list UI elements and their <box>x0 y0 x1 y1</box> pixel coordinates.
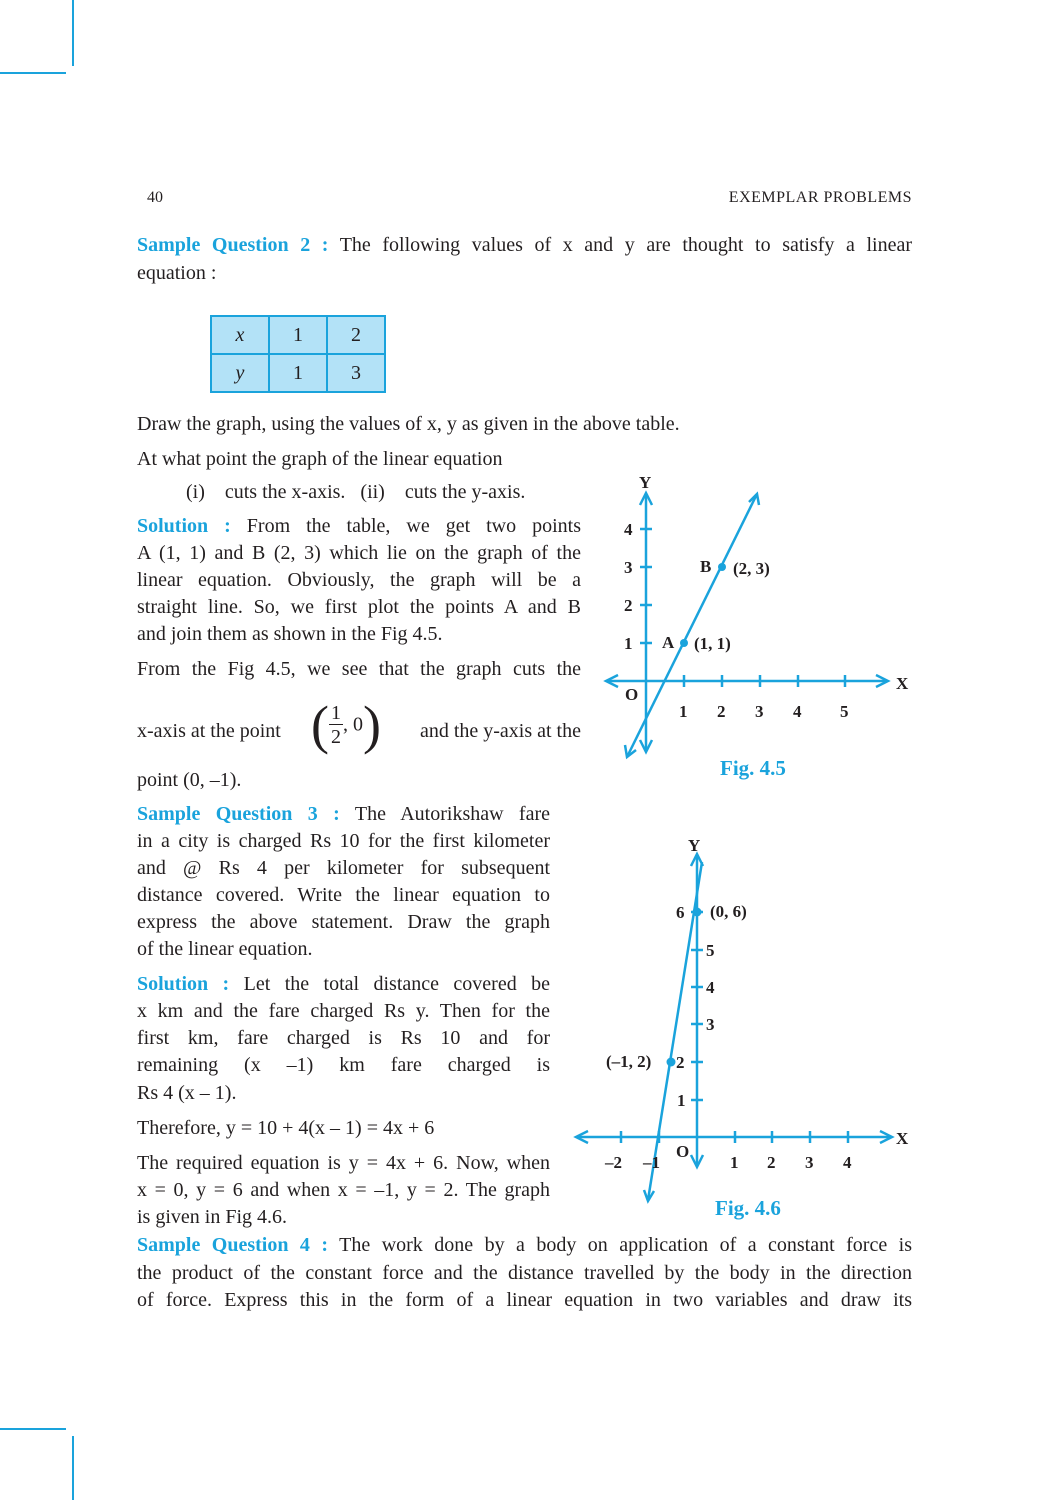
x-tick-label: 2 <box>717 702 726 721</box>
sq3-heading: Sample Question 3 : <box>137 803 340 825</box>
table-row <box>211 354 385 392</box>
y-tick-label: 4 <box>706 978 715 997</box>
sq2-solution-line: A (1, 1) and B (2, 3) which lie on the graph of the <box>137 542 581 564</box>
sq2-from-fig: From the Fig 4.5, we see that the graph cuts the <box>137 658 581 680</box>
y-tick-label: 5 <box>706 941 715 960</box>
solution-heading: Solution : <box>137 515 231 537</box>
sq2-solution-line: linear equation. Obviously, the graph will be a <box>137 569 581 591</box>
y-tick-label: 4 <box>624 520 633 539</box>
point-a-name: A <box>662 633 675 652</box>
sq4-line: the product of the constant force and the distance travelled by the body in the direction <box>137 1262 912 1284</box>
fig-4-6-caption: Fig. 4.6 <box>715 1196 781 1220</box>
fraction-denominator: 2 <box>330 725 341 748</box>
x-tick-label: 5 <box>840 702 849 721</box>
point-a <box>680 639 688 647</box>
crop-mark <box>72 1436 74 1500</box>
running-header: EXEMPLAR PROBLEMS <box>728 189 912 206</box>
x-tick-label: –2 <box>605 1153 622 1172</box>
sq2-heading: Sample Question 2 : <box>137 234 329 256</box>
table-cell: 2 <box>327 316 385 354</box>
sq3-line: and @ Rs 4 per kilometer for subsequent <box>137 857 550 879</box>
xaxis-pre: x-axis at the point <box>137 720 281 742</box>
sq3-solution-line: x km and the fare charged Rs y. Then for the <box>137 1000 550 1022</box>
point-b <box>718 563 726 571</box>
x-tick-label: –1 <box>643 1153 660 1172</box>
sq3-required-line: The required equation is y = 4x + 6. Now, when <box>137 1152 550 1174</box>
x-tick-label: 1 <box>730 1153 739 1172</box>
sq4-text: The work done by a body on application of a constant force is <box>339 1234 912 1256</box>
table-cell: 1 <box>269 354 327 392</box>
axis-label-x: X <box>896 674 909 693</box>
fig-4-5-graph <box>595 465 915 765</box>
x-tick-label: 3 <box>805 1153 814 1172</box>
sq3-required-line: x = 0, y = 6 and when x = –1, y = 2. The graph <box>137 1179 550 1201</box>
sq3-line: in a city is charged Rs 10 for the first kilometer <box>137 830 550 852</box>
x-tick-label: 2 <box>767 1153 776 1172</box>
point-a-label: (1, 1) <box>694 634 731 653</box>
sq2-line2: equation : <box>137 262 217 284</box>
x-tick-label: 1 <box>679 702 688 721</box>
sq2-solution-line: and join them as shown in the Fig 4.5. <box>137 623 443 645</box>
sq2-at-what: At what point the graph of the linear equation <box>137 448 503 470</box>
sq4-line <box>137 1232 912 1260</box>
page-number: 40 <box>147 189 163 206</box>
table-cell: 1 <box>269 316 327 354</box>
fraction-point: ( $\frac{1}{2}$ , 0) <box>311 695 381 755</box>
sq2-point-line: point (0, –1). <box>137 769 242 791</box>
y-tick-label: 1 <box>624 634 633 653</box>
values-table <box>210 315 386 393</box>
solution-text: Let the total distance covered be <box>243 973 551 995</box>
point-left-label: (–1, 2) <box>606 1052 652 1071</box>
axis-label-y: Y <box>639 473 652 492</box>
fig-4-5-caption: Fig. 4.5 <box>720 756 786 780</box>
sq2-xaxis-line <box>137 695 581 760</box>
table-cell: 3 <box>327 354 385 392</box>
xaxis-post: and the y-axis at the <box>419 720 581 742</box>
sq3-required-line: is given in Fig 4.6. <box>137 1206 288 1228</box>
y-tick-label: 2 <box>676 1053 685 1072</box>
y-tick-label: 6 <box>676 903 685 922</box>
fraction <box>329 702 343 749</box>
sq3-line: of the linear equation. <box>137 938 313 960</box>
solution-heading: Solution : <box>137 973 230 995</box>
y-tick-label: 3 <box>706 1015 715 1034</box>
sq3-solution-line: first km, fare charged is Rs 10 and for <box>137 1027 550 1049</box>
sq2-text: The following values of x and y are thought to satisfy a linear <box>339 234 913 256</box>
x-tick-label: 4 <box>793 702 802 721</box>
sq3-solution-line <box>137 971 550 999</box>
fraction-zero: , 0 <box>342 713 363 736</box>
sq2-draw: Draw the graph, using the values of x, y as given in the above table. <box>137 413 680 435</box>
table-cell: x <box>211 316 269 354</box>
sq3-text: The Autorikshaw fare <box>354 803 551 825</box>
point-top-label: (0, 6) <box>710 902 747 921</box>
crop-mark <box>72 0 74 66</box>
table-cell: y <box>211 354 269 392</box>
y-tick-label: 1 <box>677 1091 686 1110</box>
point-b-label: (2, 3) <box>733 559 770 578</box>
sq4-line: of force. Express this in the form of a linear equation in two variables and draw its <box>137 1289 912 1311</box>
x-tick-label: 3 <box>755 702 764 721</box>
y-tick-label: 2 <box>624 596 633 615</box>
sq3-therefore: Therefore, y = 10 + 4(x – 1) = 4x + 6 <box>137 1117 435 1139</box>
sq2-line1 <box>137 232 912 260</box>
point-b-name: B <box>700 557 712 576</box>
sq2-solution-line <box>137 513 581 541</box>
crop-mark <box>0 1428 66 1430</box>
sq3-solution-line: remaining (x –1) km fare charged is <box>137 1054 550 1076</box>
crop-mark <box>0 72 66 74</box>
solution-text: From the table, we get two points <box>246 515 582 537</box>
fraction-numerator: 1 <box>330 701 341 724</box>
table-row <box>211 316 385 354</box>
sq3-line: express the above statement. Draw the graph <box>137 911 550 933</box>
sq2-solution-line: straight line. So, we first plot the points A and B <box>137 596 581 618</box>
axis-label-x: X <box>896 1129 909 1148</box>
point-minus1-2 <box>667 1058 676 1067</box>
sq3-line <box>137 801 550 829</box>
sq3-solution-line: Rs 4 (x – 1). <box>137 1082 237 1104</box>
fig-4-6-graph <box>565 830 920 1210</box>
sq4-heading: Sample Question 4 : <box>137 1234 329 1256</box>
origin-label: O <box>625 685 639 704</box>
x-tick-label: 4 <box>843 1153 852 1172</box>
sq2-parts: (i) cuts the x-axis. (ii) cuts the y-axis. <box>186 481 526 503</box>
y-tick-label: 3 <box>624 558 633 577</box>
sq3-line: distance covered. Write the linear equation to <box>137 884 550 906</box>
axis-label-y: Y <box>688 836 701 855</box>
point-0-6 <box>693 908 702 917</box>
origin-label: O <box>676 1142 690 1161</box>
